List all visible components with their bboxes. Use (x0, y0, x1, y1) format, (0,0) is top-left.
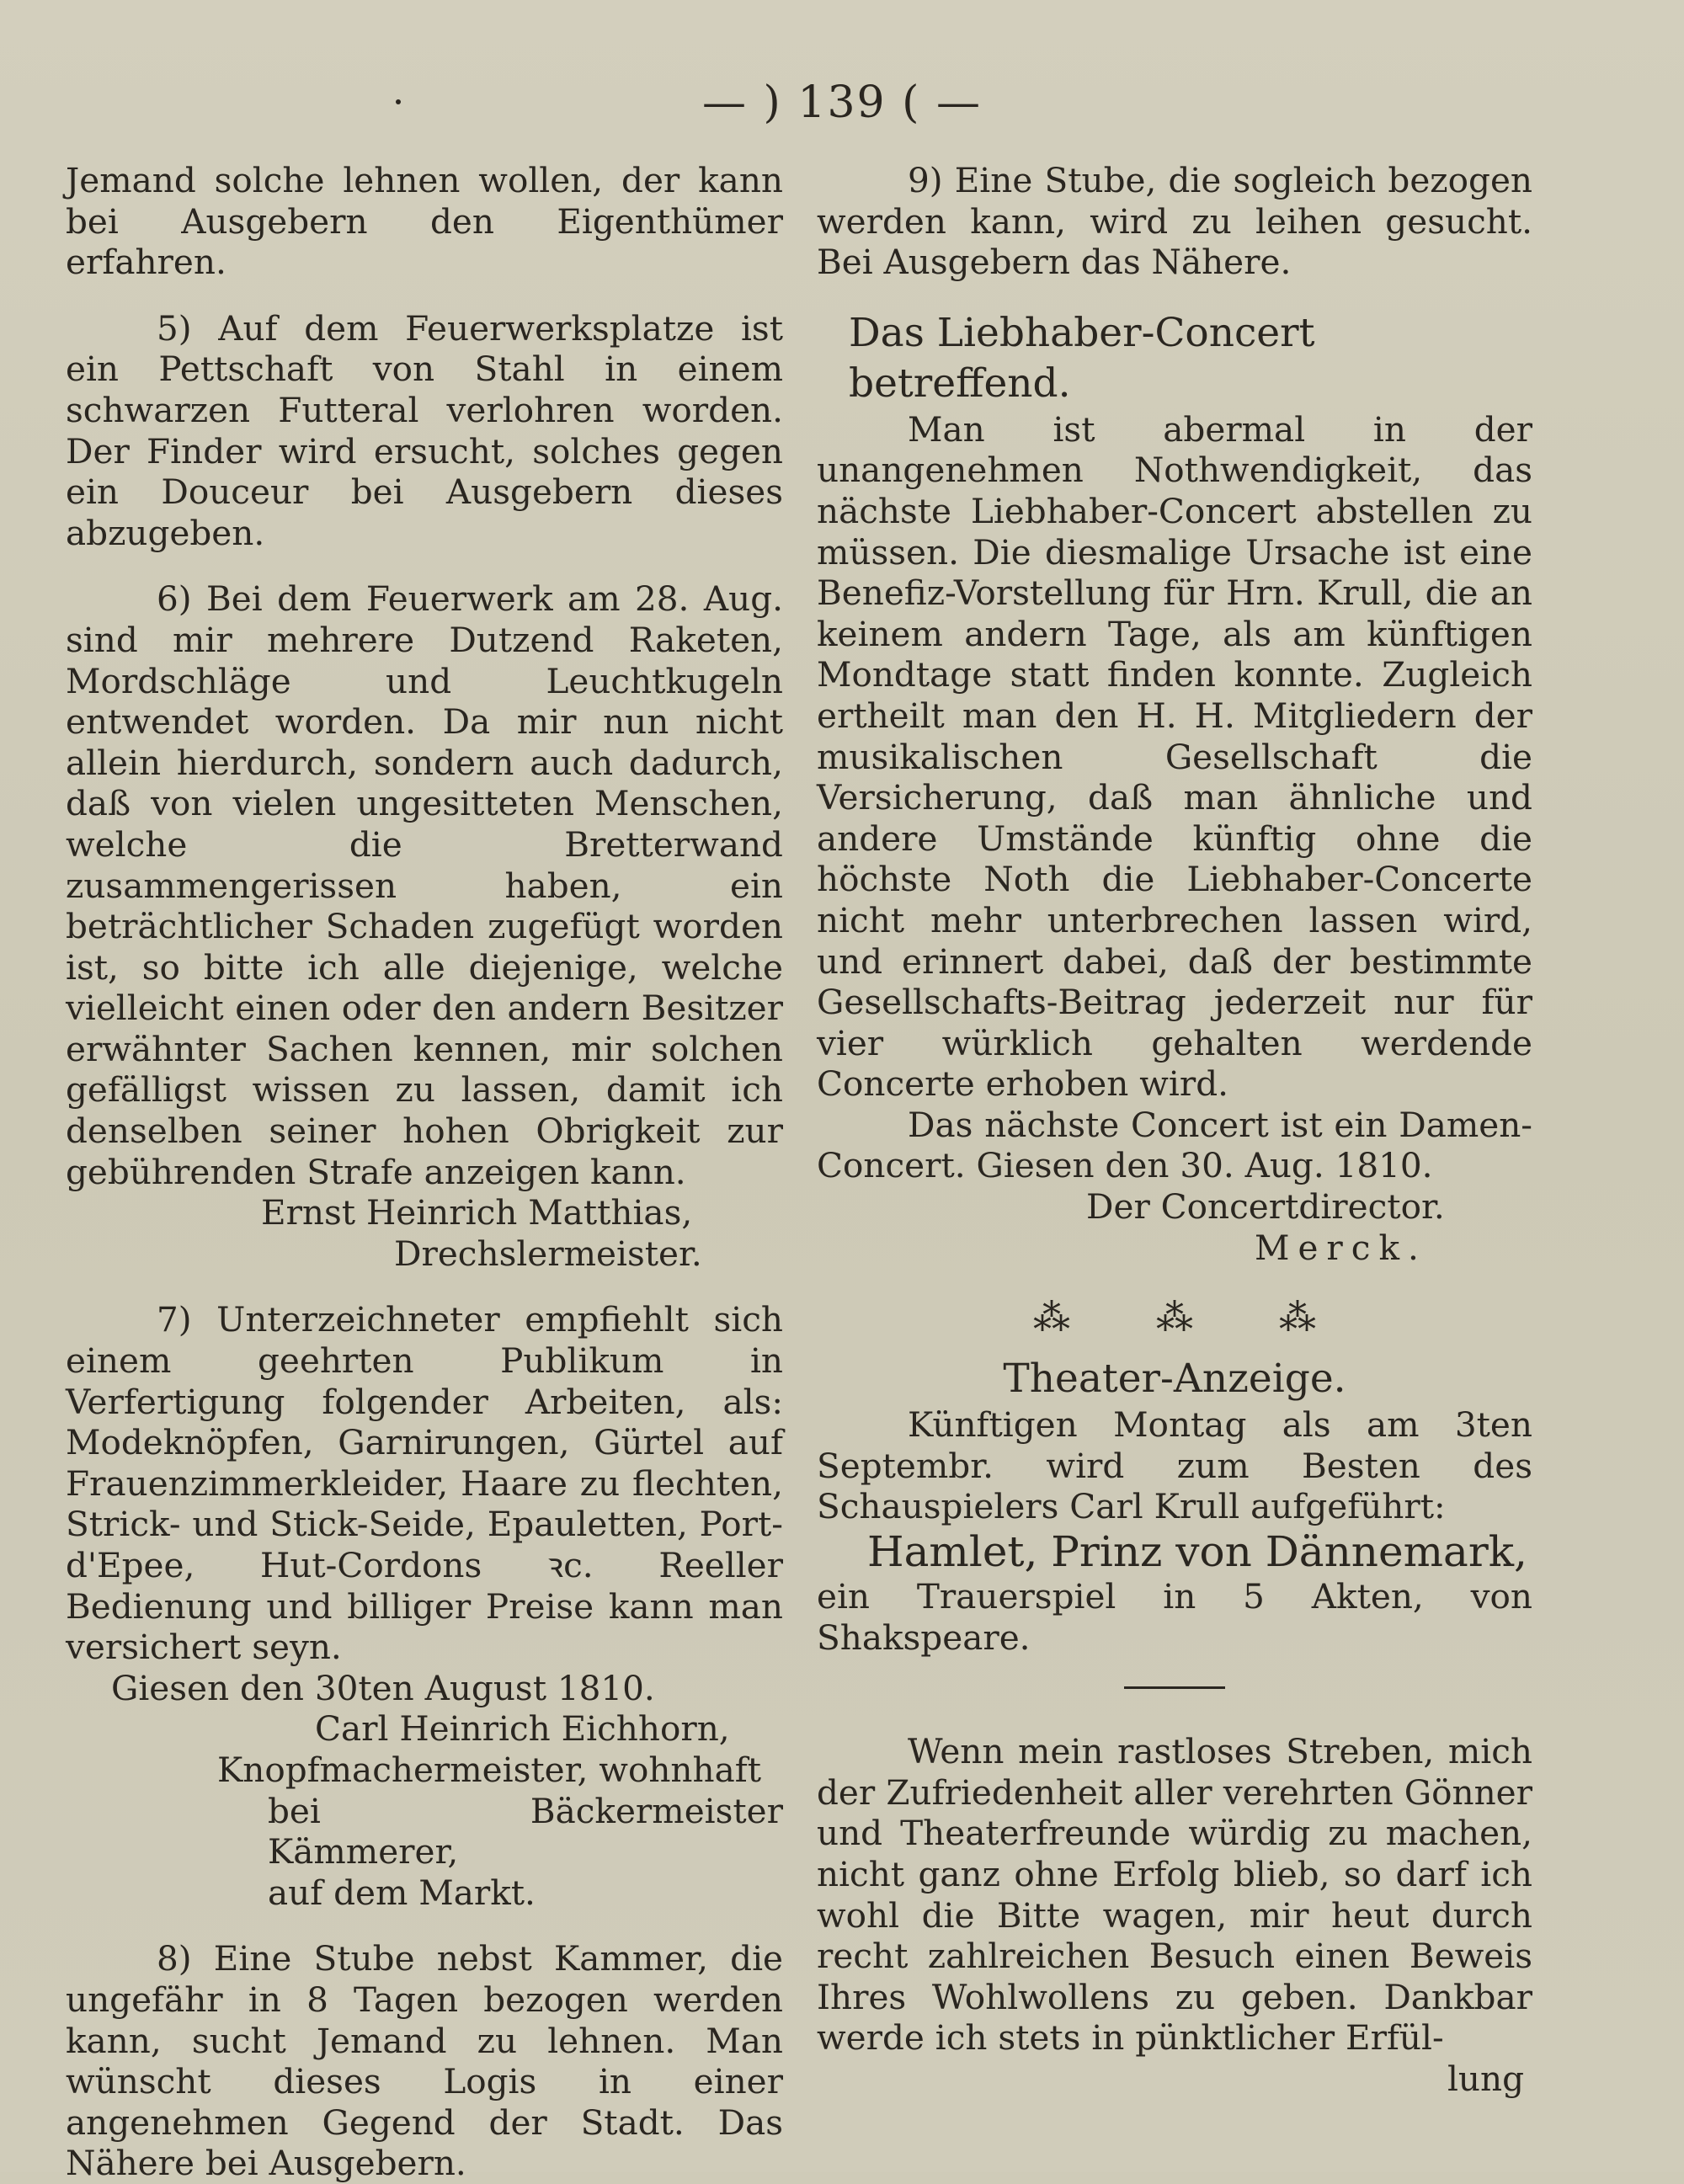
notice-7-signature-address: bei Bäckermeister Kämmerer, (268, 1790, 783, 1872)
notice-6-signature-name: Ernst Heinrich Matthias, (261, 1192, 693, 1233)
notice-6: 6) Bei dem Feuerwerk am 28. Aug. sind mir mehrere Dutzend Raketen, Mordschläge und Leuchtkugeln entwendet worden. Da mir nun nicht allein hierdurch, sondern auch dadurch, daß von vielen ungesitteten Menschen, welche die Bretterwand zusammengerissen haben, ein beträchtlicher Schaden zugefügt worden ist, so bitte ich alle diejenige, welche vielleicht einen oder den andern Besitzer erwähnter Sachen kennen, mir solchen gefälligst wissen zu lassen, damit ich denselben seiner hohen Obrigkeit zur gebührenden Strafe anzeigen kann. (66, 578, 783, 1192)
concert-next: Das nächste Concert ist ein Damen-Concert. Giesen den 30. Aug. 1810. (817, 1104, 1532, 1186)
notice-7-signature-name: Carl Heinrich Eichhorn, (315, 1708, 730, 1750)
concert-announcement: Man ist abermal in der unangenehmen Nothwendigkeit, das nächste Liebhaber-Concert abstellen zu müssen. Die diesmalige Ursache ist eine Benefiz-Vorstellung für Hrn. Krull, die an keinem andern Tage, als am künftigen Mondtage statt finden konnte. Zugleich ertheilt man den H. H. Mitgliedern der musikalischen Gesellschaft die Versicherung, daß man ähnliche und andere Umstände künftig ohne die höchste Noth die Liebhaber-Concerte nicht mehr unterbrechen lassen wird, und erinnert dabei, daß der bestimmte Gesellschafts-Beitrag jederzeit nur für vier würklich gehalten werdende Concerte erhoben wird. (817, 408, 1532, 1105)
play-description: ein Trauerspiel in 5 Akten, von Shakspeare. (817, 1576, 1532, 1658)
notice-7-date: Giesen den 30ten August 1810. (111, 1667, 655, 1708)
concert-signature-name: Merck. (1255, 1227, 1427, 1268)
divider-rule (1124, 1686, 1225, 1689)
notice-7: 7) Unterzeichneter empfiehlt sich einem geehrten Publikum in Verfertigung folgender Arbeiten, als: Modeknöpfen, Garnirungen, Gürtel auf Frauenzimmerkleider, Haare zu flechten, Strick- und Stick-Seide, Epauletten, Port-d'Epee, Hut-Cordons ꝛc. Reeller Bedienung und billiger Preise kann man versichert seyn. (66, 1299, 783, 1668)
left-column (66, 160, 783, 2184)
notice-7-signature-place: auf dem Markt. (268, 1872, 536, 1913)
section-separator (817, 1293, 1532, 1354)
asterism-icon: ⁂ (1156, 1297, 1193, 1340)
theater-heading: Theater-Anzeige. (1003, 1356, 1346, 1403)
catchword: lung (1447, 2058, 1524, 2099)
page-header (0, 77, 1684, 128)
notice-8: 8) Eine Stube nebst Kammer, die ungefähr in 8 Tagen bezogen werden kann, sucht Jemand zu lehnen. Man wünscht dieses Logis in einer angenehmen Gegend der Stadt. Das Nähere bei Ausgebern. (66, 1938, 783, 2184)
closing-appeal: Wenn mein rastloses Streben, mich der Zufriedenheit aller verehrten Gönner und Theaterfreunde würdig zu machen, nicht ganz ohne Erfolg blieb, so darf ich wohl die Bitte wagen, mir heut durch recht zahlreichen Besuch einen Beweis Ihres Wohlwollens zu geben. Dankbar werde ich stets in pünktlicher Erfül- (817, 1731, 1532, 2059)
play-title: Hamlet, Prinz von Dännemark, (867, 1527, 1527, 1577)
concert-signature-title: Der Concertdirector. (1086, 1186, 1445, 1228)
theater-announcement: Künftigen Montag als am 3ten Septembr. wird zum Besten des Schauspielers Carl Krull aufgeführt: (817, 1404, 1532, 1527)
asterism-icon: ⁂ (1279, 1297, 1316, 1340)
right-column (817, 160, 1532, 2100)
notice-7-signature-title: Knopfmachermeister, wohnhaft (217, 1749, 762, 1790)
page-number: — ) 139 ( — (702, 77, 982, 128)
concert-heading: Das Liebhaber-Concert betreffend. (849, 309, 1315, 407)
notice-continuation: Jemand solche lehnen wollen, der kann bei Ausgebern den Eigenthümer erfahren. (66, 160, 783, 283)
notice-9: 9) Eine Stube, die sogleich bezogen werden kann, wird zu leihen gesucht. Bei Ausgebern das Nähere. (817, 160, 1532, 283)
notice-6-signature-title: Drechslermeister. (394, 1233, 702, 1274)
notice-5: 5) Auf dem Feuerwerksplatze ist ein Pettschaft von Stahl in einem schwarzen Futteral verlohren worden. Der Finder wird ersucht, solches gegen ein Douceur bei Ausgebern dieses abzugeben. (66, 307, 783, 553)
asterism-icon: ⁂ (1033, 1297, 1070, 1340)
